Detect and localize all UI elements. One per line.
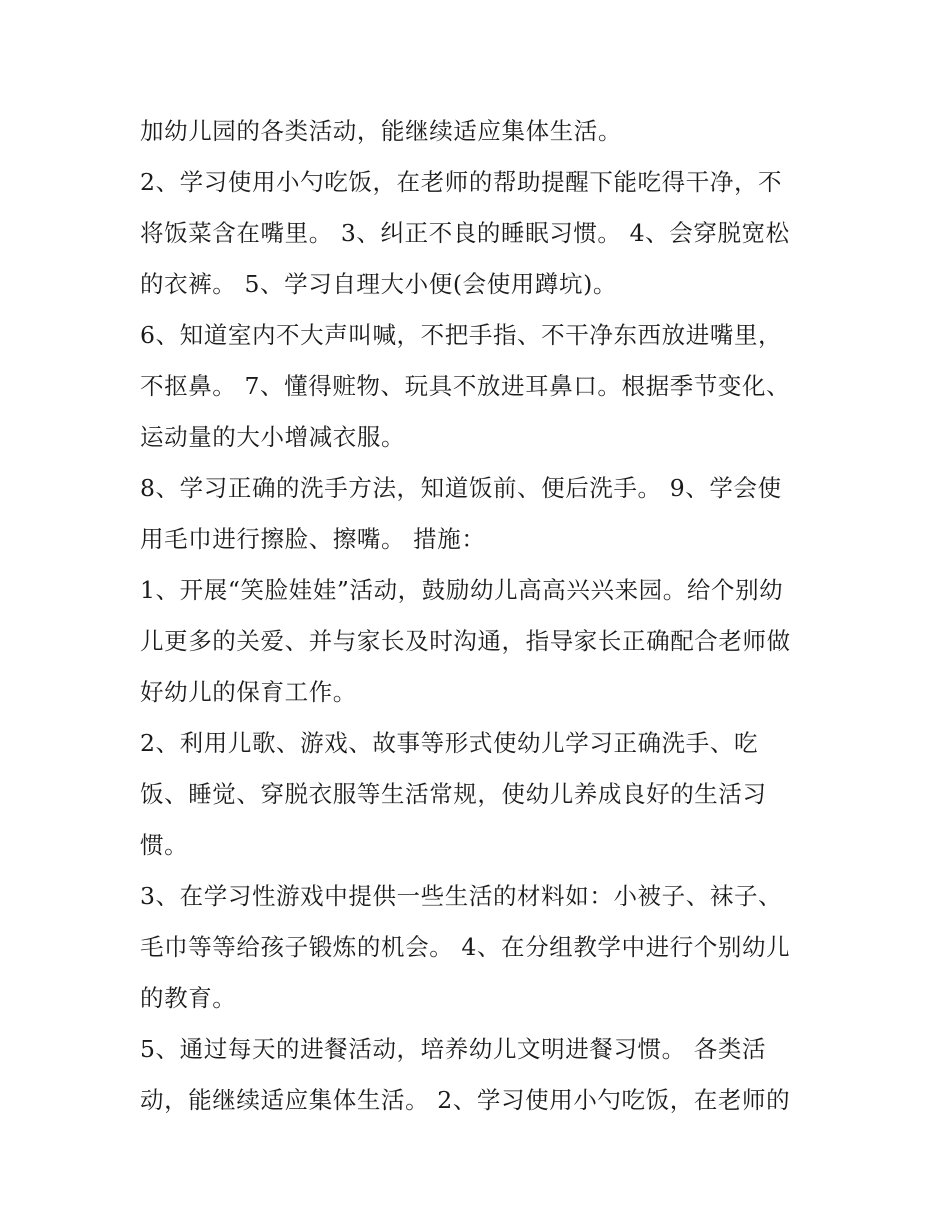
text-line-3: 将饭菜含在嘴里。 3、纠正不良的睡眠习惯。 4、会穿脱宽松: [140, 219, 790, 247]
text-line-9: 用毛巾进行擦脸、擦嘴。 措施：: [140, 525, 486, 553]
text-line-13: 2、利用儿歌、游戏、故事等形式使幼儿学习正确洗手、吃: [140, 729, 759, 757]
text-line-20: 动，能继续适应集体生活。 2、学习使用小勺吃饭，在老师的: [140, 1086, 791, 1114]
text-line-15: 惯。: [140, 831, 189, 859]
text-line-14: 饭、睡觉、穿脱衣服等生活常规，使幼儿养成良好的生活习: [140, 780, 767, 808]
text-line-1: 加幼儿园的各类活动，能继续适应集体生活。: [140, 117, 622, 145]
text-line-12: 好幼儿的保育工作。: [140, 678, 357, 706]
text-line-16: 3、在学习性游戏中提供一些生活的材料如：小被子、袜子、: [140, 882, 783, 910]
text-line-19: 5、通过每天的进餐活动，培养幼儿文明进餐习惯。 各类活: [140, 1035, 767, 1063]
text-line-5: 6、知道室内不大声叫喊，不把手指、不干净东西放进嘴里，: [140, 321, 783, 349]
text-line-6: 不抠鼻。 7、懂得赃物、玩具不放进耳鼻口。根据季节变化、: [140, 372, 791, 400]
text-line-10: 1、开展“笑脸娃娃”活动，鼓励幼儿高高兴兴来园。给个别幼: [140, 576, 784, 604]
text-line-8: 8、学习正确的洗手方法，知道饭前、便后洗手。 9、学会使: [140, 474, 782, 502]
document-body: [140, 106, 820, 1126]
text-line-18: 的教育。: [140, 984, 237, 1012]
text-line-11: 儿更多的关爱、并与家长及时沟通，指导家长正确配合老师做: [140, 627, 791, 655]
text-line-2: 2、学习使用小勺吃饭，在老师的帮助提醒下能吃得干净，不: [140, 168, 783, 196]
text-line-4: 的衣裤。 5、学习自理大小便(会使用蹲坑)。: [140, 270, 617, 298]
text-line-7: 运动量的大小增减衣服。: [140, 423, 406, 451]
text-line-17: 毛巾等等给孩子锻炼的机会。 4、在分组教学中进行个别幼儿: [140, 933, 791, 961]
